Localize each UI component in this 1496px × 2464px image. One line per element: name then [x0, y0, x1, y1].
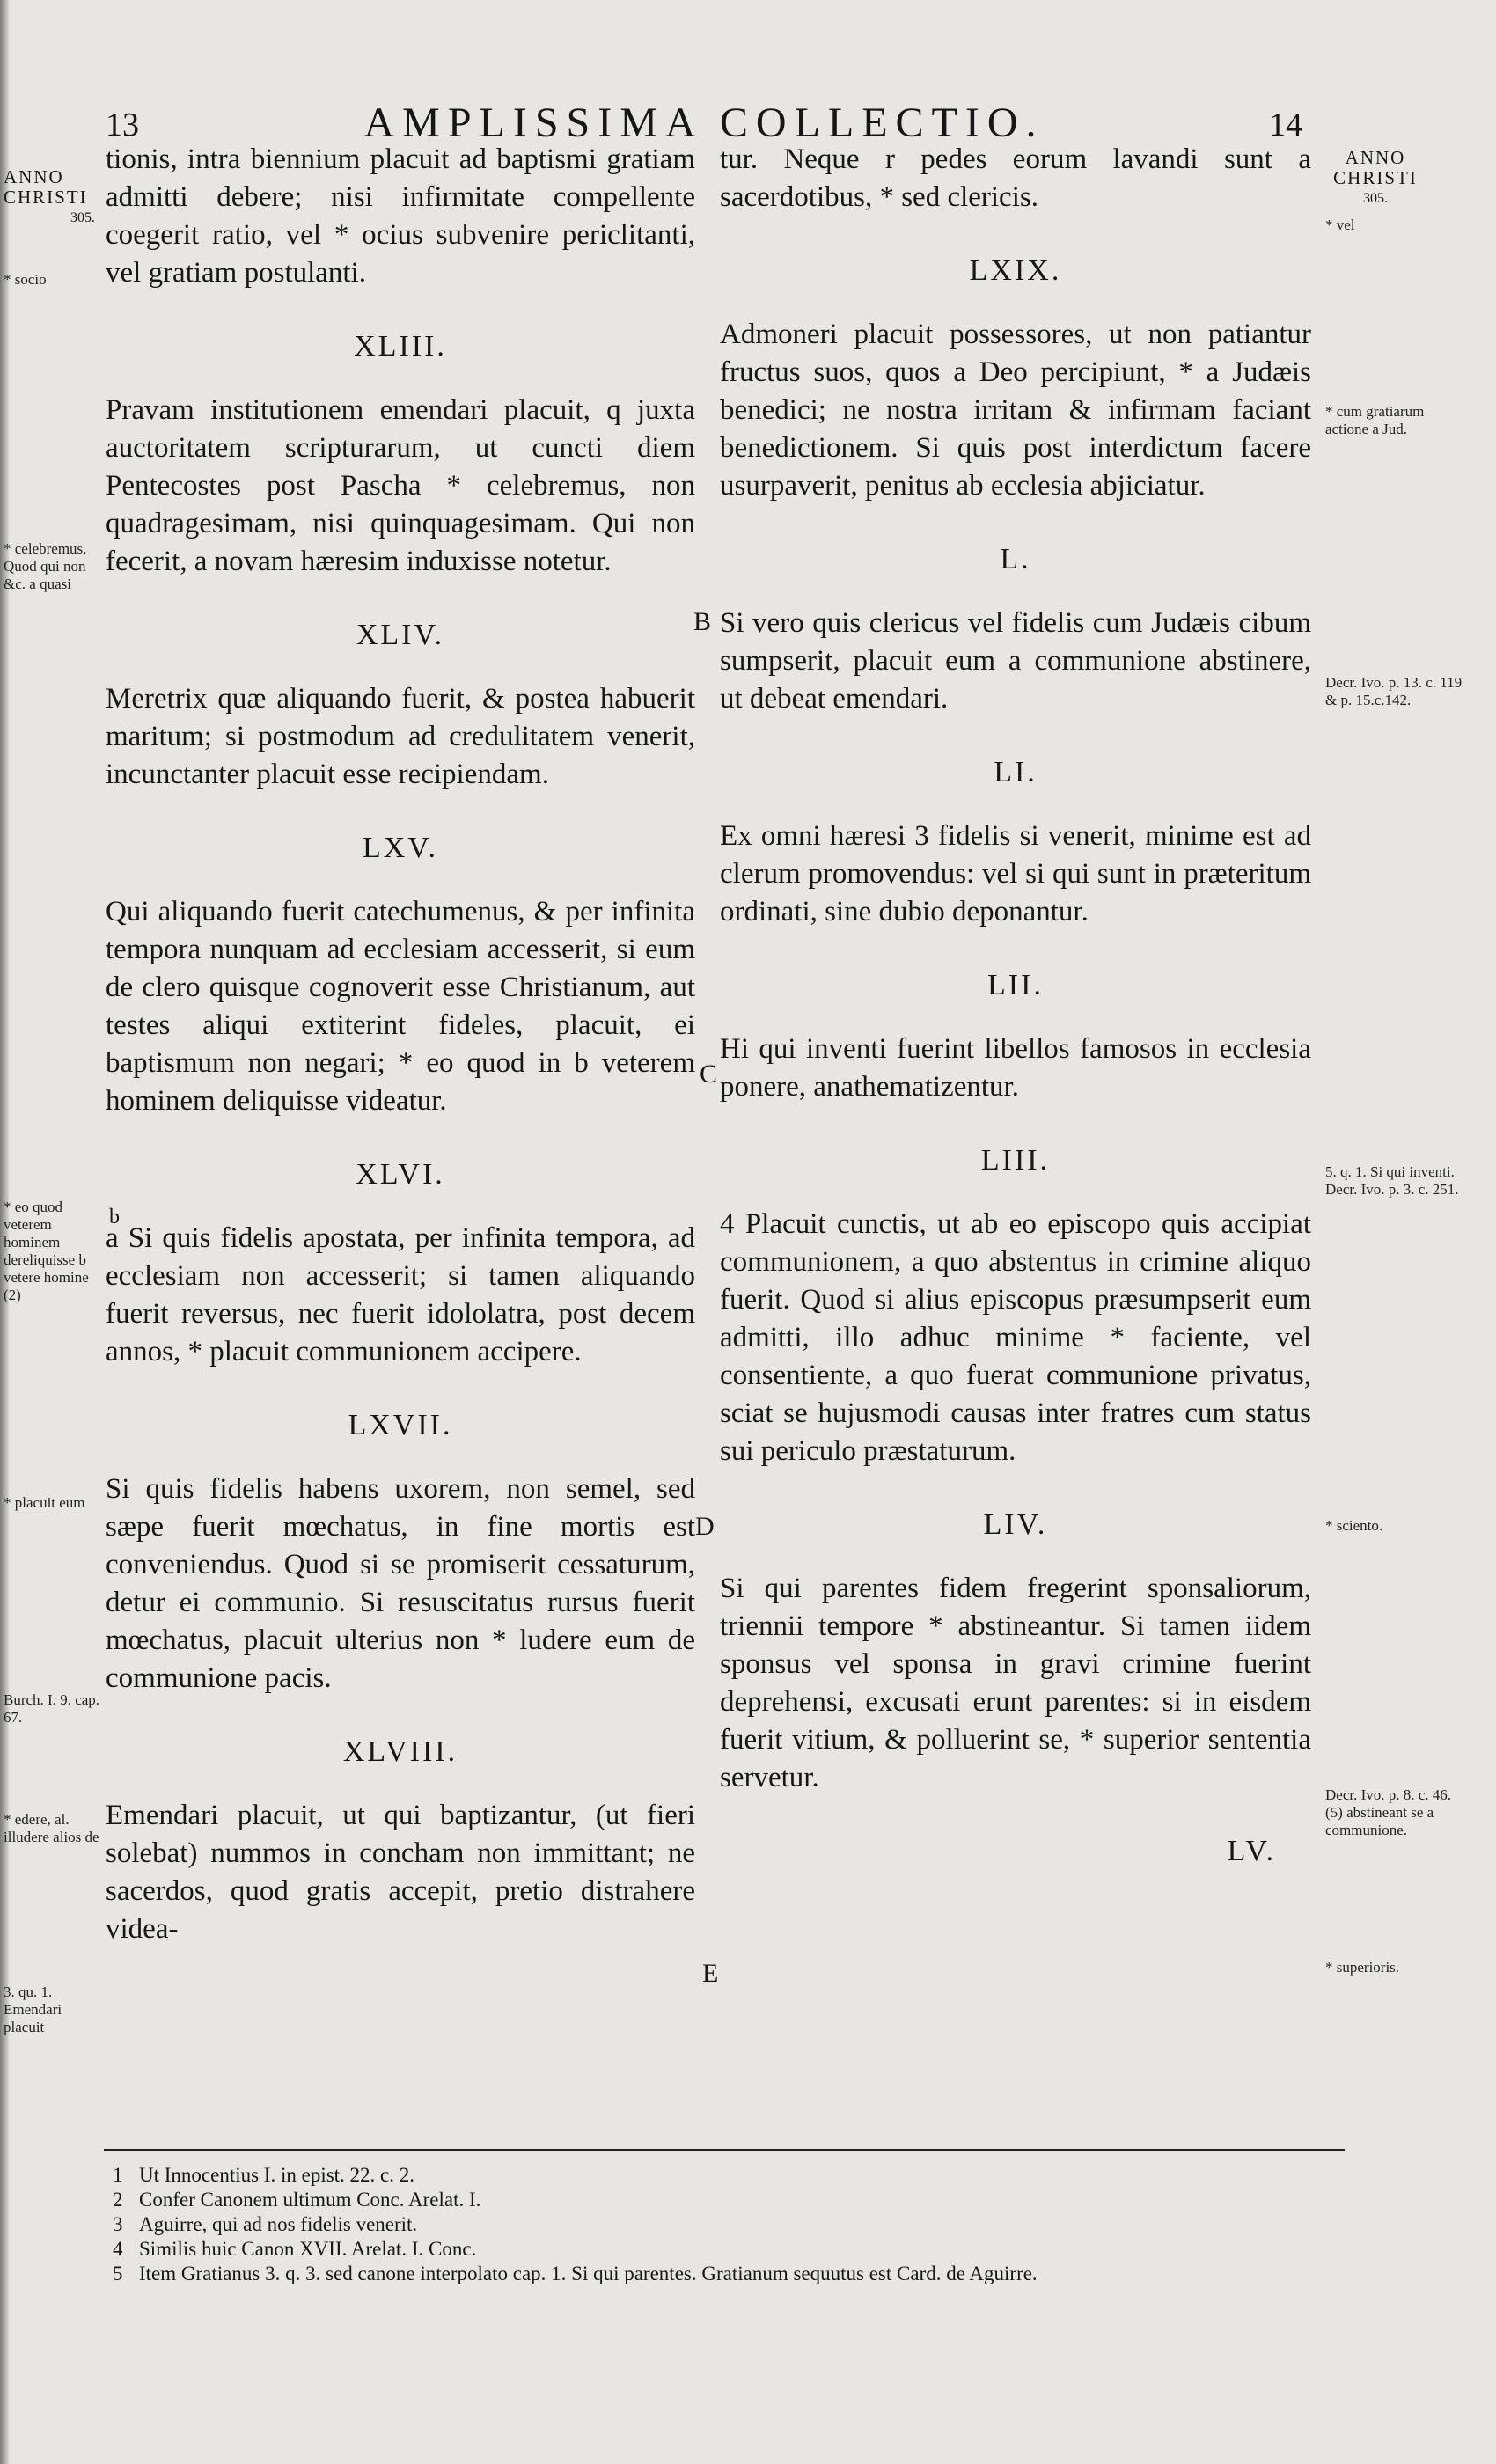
canon-heading: XLIII. — [354, 330, 447, 363]
canon-heading: LXV. — [363, 832, 438, 864]
margin-note: * superioris. — [1325, 1959, 1400, 1976]
section-sigla: D — [695, 1512, 715, 1541]
margin-note: Burch. I. 9. cap. 67. — [4, 1691, 100, 1726]
canon-heading: LXIX. — [969, 254, 1062, 287]
right-text-column — [720, 141, 1311, 1896]
canon-text: Admoneri placuit possessores, ut non patiantur fructus suos, quos a Deo percipiunt, * a Judæis benedici; ne nostra irritam & infirmam faciant benedictionem. Si quis post interdictum facere usurpaverit, penitus ab ecclesia abjiciatur. — [720, 319, 1311, 502]
margin-note: 3. qu. 1. Emendari placuit — [4, 1984, 62, 2035]
section-sigla: E — [702, 1959, 719, 1988]
anno-label: ANNO — [4, 166, 64, 187]
canon-text: Si qui parentes fidem fregerint sponsaliorum, triennii tempore * abstineantur. Si tamen iidem sponsus vel sponsa in gravi crimine fuerint deprehensi, excusati erunt parentes: si in eisdem fuerit vitium, & polluerint se, * superior sententia servetur. — [720, 1573, 1311, 1793]
canon-heading: LII. — [987, 969, 1044, 1001]
section-sigla: C — [700, 1060, 718, 1089]
footnote — [104, 2212, 1345, 2237]
left-text-column — [106, 141, 695, 1948]
canon-heading: XLIV. — [356, 619, 445, 651]
margin-note: * socio — [4, 271, 47, 288]
anno-year: 305. — [1363, 191, 1388, 206]
anno-christi-right — [1318, 148, 1433, 209]
footnote — [104, 2188, 1345, 2212]
canon-text: 4 Placuit cunctis, ut ab eo episcopo quis accipiat communionem, a quo abstentus in crimine aliquo fuerit. Quod si alius episcopus præsumpserit eum admitti, illo adhuc minime * faciente, vel consentiente, a quo fuerat communione privatus, sciat se hujusmodi causas inter fratres cum status sui periculo præstaturum. — [720, 1208, 1311, 1467]
canon-text: Hi qui inventi fuerint libellos famosos in ecclesia ponere, anathematizentur. — [720, 1033, 1311, 1103]
christi-label: CHRISTI — [4, 187, 88, 208]
canon-text: Pravam institutionem emendari placuit, q juxta auctoritatem scripturarum, ut cuncti diem Pentecostes post Pascha * celebremus, non quadragesimam, nisi quinquagesimam. Qui non fecerit, a novam hæresim induxisse notetur. — [106, 394, 695, 577]
canon-heading: XLVIII. — [342, 1735, 458, 1768]
canon-heading: LXVII. — [348, 1409, 453, 1441]
footnotes — [104, 2163, 1345, 2286]
footnote-number: 1 — [113, 2164, 123, 2186]
right-page-number: 14 — [1269, 106, 1302, 143]
footnote-text: Ut Innocentius I. in epist. 22. c. 2. — [139, 2164, 415, 2186]
anno-year: 305. — [70, 210, 95, 225]
footnote — [104, 2237, 1345, 2262]
footnote-text: Item Gratianus 3. q. 3. sed canone interpolato cap. 1. Si qui parentes. Gratianum sequutus est Card. de Aguirre. — [139, 2262, 1038, 2284]
margin-note: * edere, al. illudere alios de — [4, 1811, 99, 1845]
canon-text: Qui aliquando fuerit catechumenus, & per infinita tempora nunquam ad ecclesiam accesserit, si eum de clero quisque cognoverit esse Christianum, aut testes aliqui extiterint fideles, placuit, ei baptismum non negari; * eo quod in b veterem hominem deliquisse videatur. — [106, 896, 695, 1117]
canon-text: Si vero quis clericus vel fidelis cum Judæis cibum sumpserit, placuit eum a communione abstinere, ut debeat emendari. — [720, 607, 1311, 715]
canon-text: Meretrix quæ aliquando fuerit, & postea habuerit maritum; si postmodum ad credulitatem venerit, incunctanter placuit esse recipiendam. — [106, 683, 695, 790]
margin-note: Decr. Ivo. p. 13. c. 119 & p. 15.c.142. — [1325, 674, 1463, 708]
margin-note: * sciento. — [1325, 1517, 1383, 1534]
footnote — [104, 2163, 1345, 2188]
footnote-text: Aguirre, qui ad nos fidelis venerit. — [139, 2213, 418, 2235]
running-title: AMPLISSIMA COLLECTIO. — [363, 99, 1045, 146]
margin-note: 5. q. 1. Si qui inventi. Decr. Ivo. p. 3. c. 251. — [1325, 1163, 1459, 1198]
section-sigla: B — [693, 607, 712, 636]
footnote-number: 3 — [113, 2213, 123, 2235]
canon-heading: LI. — [994, 756, 1038, 788]
canon-text: a Si quis fidelis apostata, per infinita tempora, ad ecclesiam non accesserit; si tamen aliquando fuerit reversus, nec fuerit idololatra, post decem annos, * placuit communionem accipere. — [106, 1222, 695, 1368]
footnote-rule — [104, 2149, 1345, 2151]
margin-note: * celebremus. Quod qui non &c. a quasi — [4, 540, 87, 592]
footnote-number: 4 — [113, 2238, 123, 2260]
margin-note: * eo quod veterem hominem dereliquisse b vetere homine (2) — [4, 1199, 89, 1303]
footnote-number: 5 — [113, 2262, 123, 2284]
canon-text: tionis, intra biennium placuit ad baptismi gratiam admitti debere; nisi infirmitate compellente coegerit ratio, vel * ocius subvenire periclitanti, vel gratiam postulanti. — [106, 143, 695, 289]
canon-heading: LIII. — [980, 1144, 1051, 1177]
margin-note: Decr. Ivo. p. 8. c. 46. (5) abstineant se a communione. — [1325, 1786, 1452, 1838]
canon-heading: L. — [1000, 543, 1031, 576]
left-page-number: 13 — [106, 106, 139, 143]
canon-text: Emendari placuit, ut qui baptizantur, (ut fieri solebat) nummos in concham non immittant; ne sacerdos, quod gratis accepit, pretio distrahere videa- — [106, 1800, 695, 1945]
footnote-number: 2 — [113, 2189, 123, 2211]
canon-heading: LIV. — [983, 1508, 1048, 1541]
canon-text: Si quis fidelis habens uxorem, non semel, sed sæpe fuerit mœchatus, in fine mortis est conveniendus. Quod si se promiserit cessaturum, detur ei communio. Si resuscitatus rursus fuerit mœchatus, placuit ulterius non * ludere eum de communione pacis. — [106, 1473, 695, 1694]
margin-note: * vel — [1325, 216, 1355, 233]
anno-christi-left — [4, 167, 100, 228]
anno-label: ANNO — [1345, 147, 1406, 168]
canon-text: Ex omni hæresi 3 fidelis si venerit, minime est ad clerum promovendus: vel si qui sunt in præteritum ordinati, sine dubio deponantur. — [720, 820, 1311, 928]
margin-note: * cum gratiarum actione a Jud. — [1325, 403, 1425, 437]
canon-heading: XLVI. — [356, 1158, 445, 1191]
footnote-text: Confer Canonem ultimum Conc. Arelat. I. — [139, 2189, 481, 2211]
canon-heading: LV. — [1227, 1835, 1276, 1867]
section-sigla: b — [109, 1206, 120, 1228]
footnote-text: Similis huic Canon XVII. Arelat. I. Conc. — [139, 2238, 477, 2260]
margin-note: * placuit eum — [4, 1494, 85, 1511]
footnote — [104, 2262, 1345, 2286]
christi-label: CHRISTI — [1333, 167, 1418, 188]
canon-text: tur. Neque r pedes eorum lavandi sunt a sacerdotibus, * sed clericis. — [720, 143, 1311, 213]
